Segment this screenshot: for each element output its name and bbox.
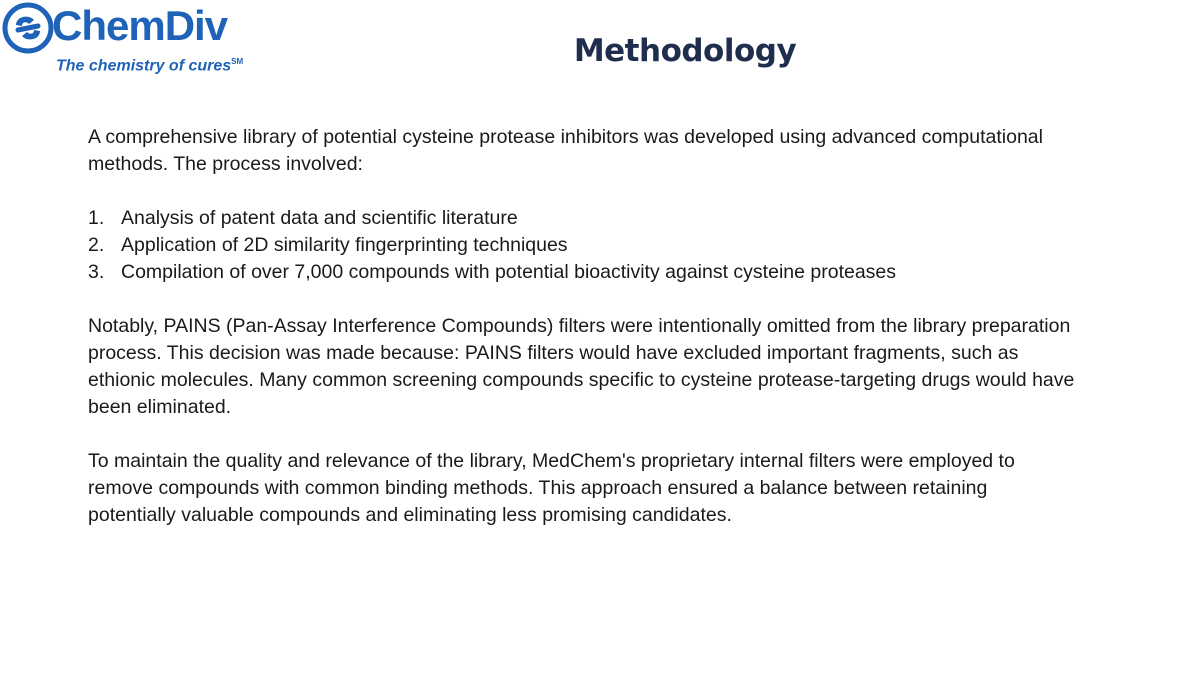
logo-service-mark: SM bbox=[231, 57, 244, 66]
spacer bbox=[88, 178, 1078, 205]
process-steps-list bbox=[88, 205, 1078, 286]
page-title: Methodology bbox=[573, 32, 797, 69]
spacer bbox=[88, 286, 1078, 313]
spacer bbox=[88, 421, 1078, 448]
list-item bbox=[88, 205, 1078, 232]
chemdiv-logo-icon bbox=[2, 2, 54, 54]
logo-tagline-text: The chemistry of cures bbox=[56, 57, 232, 75]
list-item-number: 2. bbox=[88, 234, 105, 256]
list-item-text: Compilation of over 7,000 compounds with potential bioactivity against cysteine proteases bbox=[121, 261, 897, 283]
list-item bbox=[88, 259, 1078, 286]
quality-paragraph: To maintain the quality and relevance of the library, MedChem's proprietary internal filters were employed to remove compounds with common binding methods. This approach ensured a balance between retaining potentially valuable compounds and eliminating less promising candidates. bbox=[88, 450, 1015, 526]
list-item-number: 3. bbox=[88, 261, 105, 283]
chemdiv-logo bbox=[2, 2, 262, 74]
pains-paragraph: Notably, PAINS (Pan-Assay Interference Compounds) filters were intentionally omitted from the library preparation process. This decision was made because: PAINS filters would have excluded important fragments, such as ethionic molecules. Many common screening compounds specific to cysteine protease-targeting drugs would have been eliminated. bbox=[88, 315, 1075, 418]
list-item-text: Application of 2D similarity fingerprinting techniques bbox=[121, 234, 568, 256]
list-item-text: Analysis of patent data and scientific literature bbox=[121, 207, 518, 229]
intro-paragraph: A comprehensive library of potential cysteine protease inhibitors was developed using advanced computational methods. The process involved: bbox=[88, 126, 1043, 175]
logo-wordmark: ChemDiv bbox=[52, 2, 228, 49]
list-item-number: 1. bbox=[88, 207, 105, 229]
logo-tagline bbox=[56, 52, 243, 76]
list-item bbox=[88, 232, 1078, 259]
slide-body bbox=[88, 124, 1078, 529]
